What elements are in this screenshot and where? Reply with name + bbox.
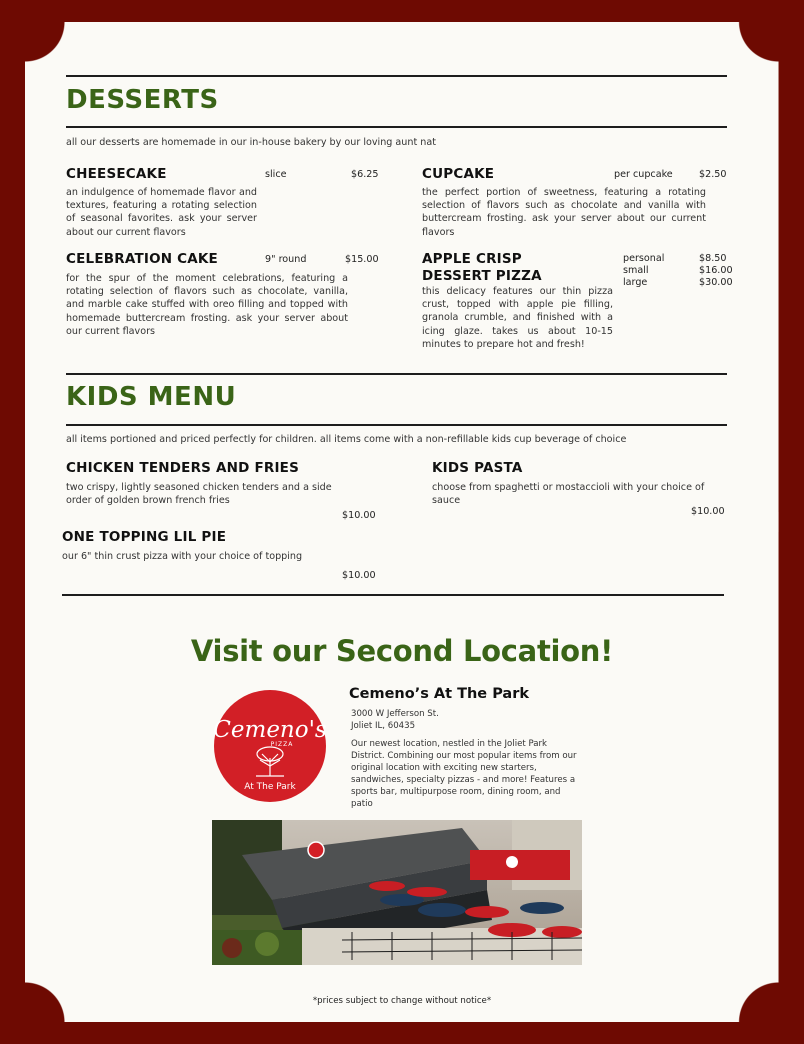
kids-pasta-name: KIDS PASTA bbox=[432, 460, 523, 476]
logo-script-text: Cemeno's bbox=[214, 717, 326, 743]
restaurant-photo bbox=[212, 820, 582, 965]
location-address-line2: Joliet IL, 60435 bbox=[351, 721, 416, 731]
cupcake-size: per cupcake bbox=[614, 169, 673, 180]
celebration-cake-desc: for the spur of the moment celebrations, featuring a rotating selection of flavors such as chocolate, vanilla, and marble cake stuffed with oreo filling and topped with homemade buttercream frosting. ask your server about our current flavors bbox=[66, 273, 348, 337]
section-divider bbox=[66, 373, 727, 375]
chicken-tenders-name: CHICKEN TENDERS AND FRIES bbox=[66, 460, 300, 476]
cupcake-name: CUPCAKE bbox=[422, 166, 495, 182]
apple-crisp-name-line2: DESSERT PIZZA bbox=[422, 268, 542, 284]
visit-location-heading: Visit our Second Location! bbox=[190, 634, 614, 668]
kids-pasta-price: $10.00 bbox=[691, 506, 725, 517]
apple-crisp-price-personal: $8.50 bbox=[699, 253, 727, 264]
apple-crisp-size-large: large bbox=[623, 277, 648, 288]
location-address-line1: 3000 W Jefferson St. bbox=[351, 709, 439, 719]
section-divider bbox=[66, 126, 727, 128]
price-disclaimer: *prices subject to change without notice* bbox=[312, 996, 492, 1006]
chicken-tenders-price: $10.00 bbox=[342, 510, 376, 521]
celebration-cake-name: CELEBRATION CAKE bbox=[66, 251, 218, 267]
kids-menu-title: KIDS MENU bbox=[66, 382, 237, 412]
apple-crisp-size-small: small bbox=[623, 265, 649, 276]
apple-crisp-desc: this delicacy features our thin pizza crust, topped with apple pie filling, granola crumble, and finished with a icing glaze. takes us about 10-15 minutes to prepare hot and fresh! bbox=[422, 286, 613, 350]
kids-pasta-desc: choose from spaghetti or mostaccioli with your choice of sauce bbox=[432, 482, 705, 507]
section-divider bbox=[66, 424, 727, 426]
section-divider bbox=[66, 75, 727, 77]
cupcake-price: $2.50 bbox=[699, 169, 727, 180]
apple-crisp-price-large: $30.00 bbox=[699, 277, 733, 288]
lil-pie-desc: our 6" thin crust pizza with your choice of topping bbox=[62, 551, 303, 562]
kids-intro: all items portioned and priced perfectly for children. all items come with a non-refillable kids cup beverage of choice bbox=[66, 434, 627, 445]
location-name: Cemeno’s At The Park bbox=[349, 686, 530, 702]
desserts-intro: all our desserts are homemade in our in-house bakery by our loving aunt nat bbox=[66, 137, 436, 148]
lil-pie-price: $10.00 bbox=[342, 570, 376, 581]
apple-crisp-price-small: $16.00 bbox=[699, 265, 733, 276]
apple-crisp-size-personal: personal bbox=[623, 253, 665, 264]
celebration-cake-price: $15.00 bbox=[345, 254, 379, 265]
lil-pie-name: ONE TOPPING LIL PIE bbox=[62, 529, 227, 545]
cheesecake-size: slice bbox=[265, 169, 287, 180]
cupcake-desc: the perfect portion of sweetness, featuring a rotating selection of flavors such as chocolate and vanilla with buttercream frosting. ask your server about our current flavors bbox=[422, 187, 706, 238]
cheesecake-name: CHEESECAKE bbox=[66, 166, 167, 182]
location-description: Our newest location, nestled in the Joliet Park District. Combining our most popular items from our original location with exciting new starters, sandwiches, specialty pizzas - and more! Features a sports bar, multipurpose room, dining room, and patio bbox=[351, 739, 577, 809]
logo-tagline-text: At The Park bbox=[244, 782, 296, 792]
cheesecake-price: $6.25 bbox=[351, 169, 379, 180]
apple-crisp-name-line1: APPLE CRISP bbox=[422, 251, 522, 267]
cemenos-logo bbox=[214, 690, 326, 802]
cheesecake-desc: an indulgence of homemade flavor and textures, featuring a rotating selection of seasonal favorites. ask your server about our current flavors bbox=[66, 187, 257, 238]
chicken-tenders-desc: two crispy, lightly seasoned chicken tenders and a side order of golden brown french fries bbox=[66, 482, 332, 507]
logo-pizza-text: PIZZA bbox=[270, 741, 294, 748]
desserts-title: DESSERTS bbox=[66, 85, 219, 115]
celebration-cake-size: 9" round bbox=[265, 254, 307, 265]
section-divider bbox=[62, 594, 724, 596]
